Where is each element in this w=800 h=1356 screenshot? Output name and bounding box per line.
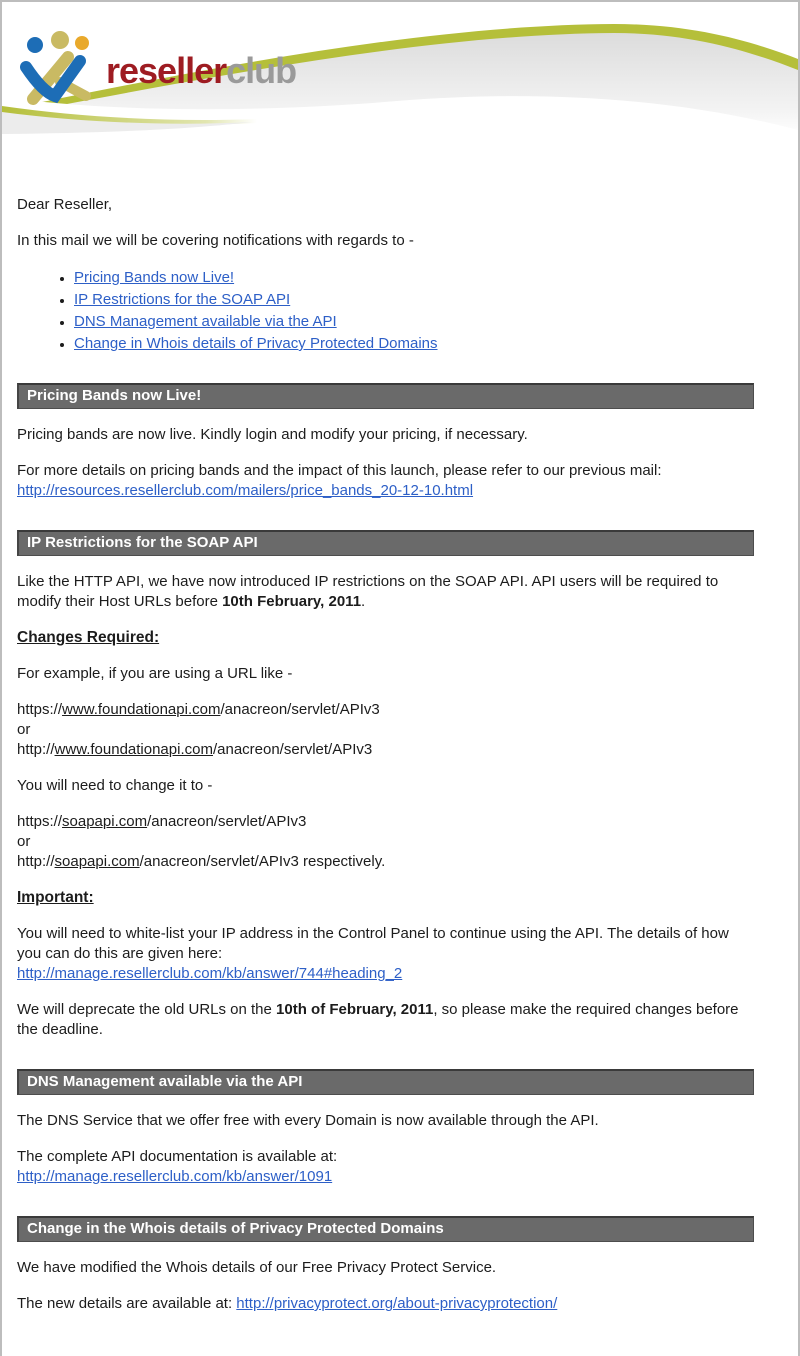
paragraph: https://www.foundationapi.com/anacreon/servlet/APIv3 or http://www.foundationapi.com/anacreon/servlet/APIv3 — [17, 701, 380, 758]
link[interactable]: http://manage.resellerclub.com/kb/answer/744#heading_2 — [17, 965, 403, 982]
paragraph: The DNS Service that we offer free with every Domain is now available through the API. — [17, 1112, 599, 1129]
paragraph: We have modified the Whois details of our Free Privacy Protect Service. — [17, 1259, 497, 1276]
underlined-domain: www.foundationapi.com — [62, 701, 221, 718]
paragraph: You will need to change it to - — [17, 777, 213, 794]
inline-heading: Important: — [17, 889, 94, 906]
list-item-link[interactable]: DNS Management available via the API — [74, 313, 337, 330]
section-header-bar: Change in the Whois details of Privacy Protected Domains — [17, 1216, 754, 1242]
paragraph: In this mail we will be covering notifications with regards to - — [17, 232, 414, 249]
list-item — [74, 267, 754, 288]
link[interactable]: http://privacyprotect.org/about-privacyprotection/ — [236, 1295, 558, 1312]
resellerclub-people-icon — [16, 30, 98, 118]
paragraph: The new details are available at: http://privacyprotect.org/about-privacyprotection/ — [17, 1295, 558, 1312]
paragraph: The complete API documentation is available at: http://manage.resellerclub.com/kb/answer/1091 — [17, 1148, 338, 1185]
paragraph: You will need to white-list your IP address in the Control Panel to continue using the API. The details of how you can do this are given here: http://manage.resellerclub.com/kb/answer/744#heading_2 — [17, 925, 729, 982]
paragraph: For example, if you are using a URL like - — [17, 665, 293, 682]
list-item-link[interactable]: IP Restrictions for the SOAP API — [74, 291, 291, 308]
logo-word-reseller: reseller — [106, 50, 227, 91]
paragraph: Like the HTTP API, we have now introduced IP restrictions on the SOAP API. API users will be required to modify their Host URLs before 10th February, 2011. — [17, 573, 719, 610]
underlined-domain: soapapi.com — [54, 853, 140, 870]
list-item — [74, 311, 754, 332]
list-item — [74, 333, 754, 354]
section-header-bar: DNS Management available via the API — [17, 1069, 754, 1095]
underlined-domain: soapapi.com — [62, 813, 148, 830]
paragraph: We will deprecate the old URLs on the 10th of February, 2011, so please make the required changes before the deadline. — [17, 1001, 739, 1038]
inline-heading: Changes Required: — [17, 629, 160, 646]
paragraph: Pricing bands are now live. Kindly login and modify your pricing, if necessary. — [17, 426, 528, 443]
resellerclub-logo — [16, 30, 296, 118]
section-header-bar: Pricing Bands now Live! — [17, 383, 754, 409]
list-item-link[interactable]: Change in Whois details of Privacy Protected Domains — [74, 335, 438, 352]
bold-text: 10th of February, 2011 — [276, 1001, 434, 1018]
paragraph: https://soapapi.com/anacreon/servlet/APIv3 or http://soapapi.com/anacreon/servlet/APIv3 respectively. — [17, 813, 386, 870]
section-header-bar: IP Restrictions for the SOAP API — [17, 530, 754, 556]
link[interactable]: http://resources.resellerclub.com/mailers/price_bands_20-12-10.html — [17, 482, 474, 499]
list-item-link[interactable]: Pricing Bands now Live! — [74, 269, 235, 286]
email-body — [2, 137, 798, 1356]
link[interactable]: http://manage.resellerclub.com/kb/answer/1091 — [17, 1168, 333, 1185]
logo-word-club: club — [226, 50, 297, 91]
notification-list — [17, 267, 754, 354]
logo-wordmark — [106, 50, 297, 95]
bold-text: 10th February, 2011 — [222, 593, 362, 610]
list-item — [74, 289, 754, 310]
paragraph: Dear Reseller, — [17, 196, 113, 213]
underlined-domain: www.foundationapi.com — [54, 741, 213, 758]
email-header — [2, 2, 798, 137]
paragraph: For more details on pricing bands and the impact of this launch, please refer to our previous mail: http://resources.resellerclub.com/mailers/price_bands_20-12-10.html — [17, 462, 662, 499]
